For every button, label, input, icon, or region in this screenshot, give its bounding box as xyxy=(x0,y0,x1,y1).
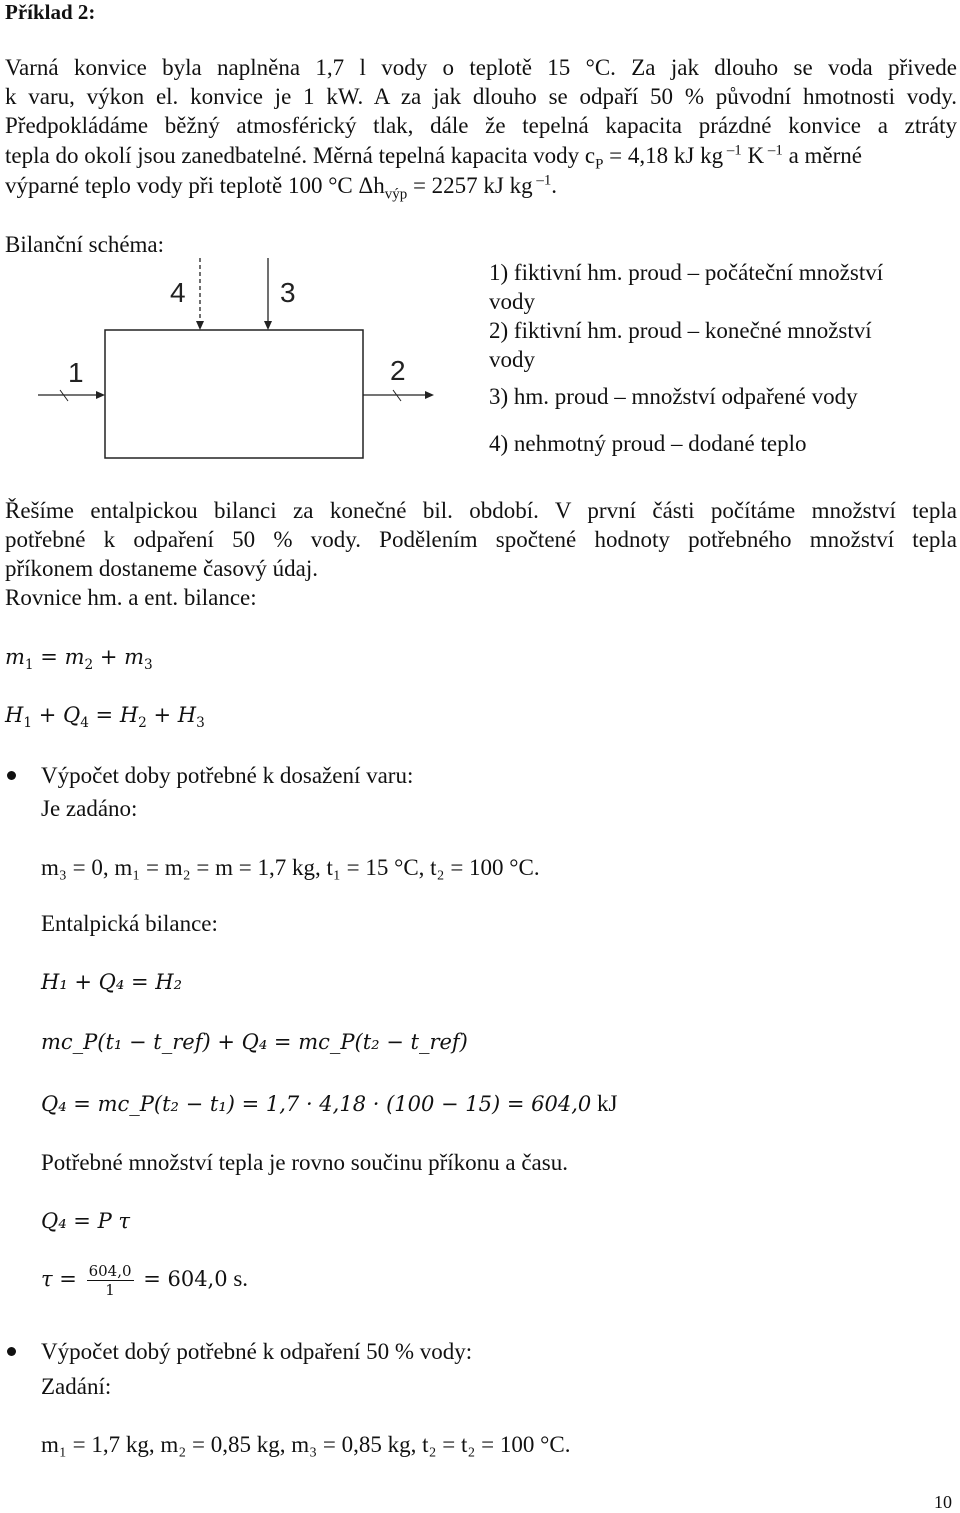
eq-sign: + xyxy=(93,645,125,669)
eq-term: H xyxy=(177,703,197,727)
tau-unit: s. xyxy=(227,1266,249,1291)
solution-line-3: příkonem dostaneme časový údaj. xyxy=(5,556,318,581)
hvyp-subscript: výp xyxy=(384,186,408,203)
assignment-line-3: Předpokládáme běžný atmosférický tlak, dále že tepelná kapacita prázdné konvice a ztráty xyxy=(5,113,957,138)
assignment-line-4-value: = 4,18 kJ kg xyxy=(603,143,724,168)
stream-1-arrowhead xyxy=(96,391,105,399)
part-1-title: Výpočet doby potřebné k dosažení varu: xyxy=(41,763,414,788)
assignment-line-5-text: výparné teplo vody při teplotě 100 °C Δh xyxy=(5,173,385,198)
eq-term: H xyxy=(119,703,139,727)
equation-heat-result xyxy=(41,1091,618,1117)
solution-line-4: Rovnice hm. a ent. bilance: xyxy=(5,585,257,610)
part-2-title: Výpočet dobý potřebné k odpaření 50 % vody: xyxy=(41,1339,473,1364)
eq-sub: 1 xyxy=(24,657,34,674)
tau-lhs: τ = xyxy=(41,1267,84,1291)
assignment-line-5-end: . xyxy=(551,173,558,198)
kg-exponent-2: –1 xyxy=(532,172,552,189)
tau-denominator: 1 xyxy=(105,1281,115,1299)
mass-balance-equation xyxy=(5,645,153,674)
eq-sub: 3 xyxy=(144,657,153,674)
legend-item-1-cont: vody xyxy=(489,289,535,314)
eq-sign: + xyxy=(146,703,178,727)
legend-item-2: 2) fiktivní hm. proud – konečné množství xyxy=(489,318,872,343)
part-2-given-values: m₁ = 1,7 kg, m₂ = 0,85 kg, m₃ = 0,85 kg, t₂ = t₂ = 100 °C. xyxy=(41,1432,571,1457)
eq-term: m xyxy=(5,645,25,669)
eq-sub: 3 xyxy=(196,715,205,732)
heat-result-unit: kJ xyxy=(591,1091,618,1116)
scheme-label: Bilanční schéma: xyxy=(5,232,165,257)
eq-term: m xyxy=(64,645,85,669)
assignment-line-4-end: a měrné xyxy=(782,143,862,168)
legend-item-2-cont: vody xyxy=(489,347,535,372)
equation-enthalpy-simplified: H₁ + Q₄ = H₂ xyxy=(41,970,182,994)
bullet-part-1 xyxy=(7,771,16,780)
equation-power-time: Q₄ = P τ xyxy=(41,1209,131,1233)
enthalpy-label: Entalpická bilance: xyxy=(41,911,218,936)
stream-4-arrowhead xyxy=(196,321,204,330)
part-1-given-values: m₃ = 0, m₁ = m₂ = m = 1,7 kg, t₁ = 15 °C, t₂ = 100 °C. xyxy=(41,855,540,880)
enthalpy-balance-equation xyxy=(5,703,205,732)
assignment-line-5-value: = 2257 kJ kg xyxy=(407,173,533,198)
assignment-line-4 xyxy=(5,141,862,173)
stream-4-label: 4 xyxy=(170,277,186,308)
eq-term: Q xyxy=(62,703,81,727)
page-number: 10 xyxy=(934,1492,952,1512)
balance-scheme-diagram xyxy=(0,250,470,465)
legend-item-4: 4) nehmotný proud – dodané teplo xyxy=(489,431,807,456)
page-heading: Příklad 2: xyxy=(5,0,96,24)
cp-subscript: P xyxy=(595,156,604,173)
bullet-part-2 xyxy=(7,1347,16,1356)
part-2-given-label: Zadání: xyxy=(41,1374,112,1399)
eq-sub: 2 xyxy=(138,715,147,732)
eq-sub: 4 xyxy=(80,715,89,732)
eq-term: m xyxy=(124,645,145,669)
stream-2-label: 2 xyxy=(390,355,406,386)
tau-fraction xyxy=(87,1262,134,1299)
tau-numerator: 604,0 xyxy=(88,1262,132,1280)
heat-power-text: Potřebné množství tepla je rovno součinu příkonu a času. xyxy=(41,1150,568,1175)
eq-sub: 1 xyxy=(23,715,33,732)
solution-line-1: Řešíme entalpickou bilanci za konečné bil. období. V první části počítáme množství tepla xyxy=(5,498,957,523)
stream-3-label: 3 xyxy=(280,277,296,308)
assignment-line-2: k varu, výkon el. konvice je 1 kW. A za jak dlouho se odpaří 50 % původní hmotnosti vody. xyxy=(5,84,957,109)
tau-result: = 604,0 xyxy=(136,1267,228,1291)
legend-item-1: 1) fiktivní hm. proud – počáteční množství xyxy=(489,260,884,285)
eq-sign: + xyxy=(32,703,63,727)
balance-box xyxy=(105,330,363,458)
heat-result-expression: Q₄ = mc_P(t₂ − t₁) = 1,7 · 4,18 · (100 − 15) = 604,0 xyxy=(41,1092,592,1116)
eq-sign: = xyxy=(88,703,120,727)
stream-1-label: 1 xyxy=(68,357,84,388)
stream-2-arrowhead xyxy=(425,391,434,399)
kelvin-unit: K xyxy=(741,143,765,168)
kelvin-exponent: –1 xyxy=(764,142,783,159)
assignment-line-5 xyxy=(5,171,558,203)
eq-term: H xyxy=(5,703,24,727)
equation-time-result xyxy=(41,1262,248,1299)
solution-line-2: potřebné k odpaření 50 % vody. Podělením spočtené hodnoty potřebného množství tepla xyxy=(5,527,957,552)
equation-enthalpy-expanded: mc_P(t₁ − t_ref) + Q₄ = mc_P(t₂ − t_ref) xyxy=(41,1030,468,1054)
eq-sub: 2 xyxy=(84,657,94,674)
assignment-line-1: Varná konvice byla naplněna 1,7 l vody o teplotě 15 °C. Za jak dlouho se voda přivede xyxy=(5,55,957,80)
part-1-given-label: Je zadáno: xyxy=(41,796,138,821)
legend-item-3: 3) hm. proud – množství odpařené vody xyxy=(489,384,858,409)
eq-sign: = xyxy=(33,645,65,669)
kg-exponent: –1 xyxy=(723,142,742,159)
assignment-line-4-text: tepla do okolí jsou zanedbatelné. Měrná tepelná kapacita vody c xyxy=(5,143,596,168)
stream-3-arrowhead xyxy=(264,321,272,330)
